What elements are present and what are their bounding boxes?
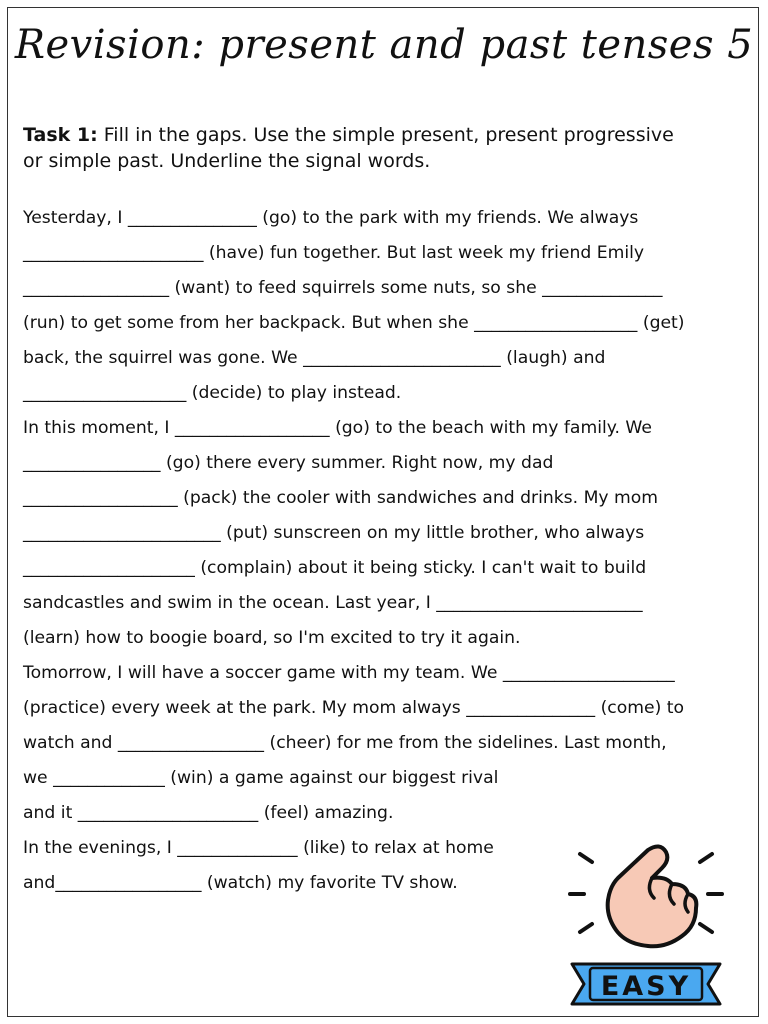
ribbon-shape xyxy=(568,958,724,1010)
passage-line: _____________________ (have) fun together. But last week my friend Emily xyxy=(23,243,645,263)
difficulty-badge xyxy=(568,958,724,1010)
passage-line: In the evenings, I ______________ (like) to relax at home xyxy=(23,838,494,858)
task-instructions xyxy=(23,122,743,174)
badge-label: EASY xyxy=(600,971,692,1002)
task-instruction-line2: or simple past. Underline the signal words. xyxy=(23,150,431,172)
pointing-hand-icon xyxy=(562,838,730,956)
passage-line: _______________________ (put) sunscreen on my little brother, who always xyxy=(23,523,645,543)
passage-line: ________________ (go) there every summer. Right now, my dad xyxy=(23,453,554,473)
passage-line: __________________ (pack) the cooler with sandwiches and drinks. My mom xyxy=(23,488,659,508)
gap-fill-passage xyxy=(23,204,748,904)
page-title: Revision: present and past tenses 5 xyxy=(14,22,754,68)
passage-line: watch and _________________ (cheer) for me from the sidelines. Last month, xyxy=(23,733,667,753)
passage-line: (practice) every week at the park. My mom always _______________ (come) to xyxy=(23,698,685,718)
task-label: Task 1: xyxy=(23,124,98,146)
passage-line: sandcastles and swim in the ocean. Last year, I ________________________ xyxy=(23,593,643,613)
passage-line: ___________________ (decide) to play instead. xyxy=(23,383,402,403)
passage-line: Yesterday, I _______________ (go) to the park with my friends. We always xyxy=(23,208,639,228)
task-instruction-line1: Fill in the gaps. Use the simple present, present progressive xyxy=(97,124,674,146)
passage-line: back, the squirrel was gone. We _______________________ (laugh) and xyxy=(23,348,606,368)
passage-line: (run) to get some from her backpack. But when she ___________________ (get) xyxy=(23,313,685,333)
passage-line: (learn) how to boogie board, so I'm excited to try it again. xyxy=(23,628,521,648)
passage-line: _________________ (want) to feed squirrels some nuts, so she ______________ xyxy=(23,278,663,298)
passage-line: and_________________ (watch) my favorite TV show. xyxy=(23,873,458,893)
passage-line: and it _____________________ (feel) amazing. xyxy=(23,803,394,823)
passage-line: ____________________ (complain) about it being sticky. I can't wait to build xyxy=(23,558,647,578)
passage-line: In this moment, I __________________ (go) to the beach with my family. We xyxy=(23,418,652,438)
passage-line: Tomorrow, I will have a soccer game with my team. We ____________________ xyxy=(23,663,675,683)
passage-line: we _____________ (win) a game against our biggest rival xyxy=(23,768,499,788)
